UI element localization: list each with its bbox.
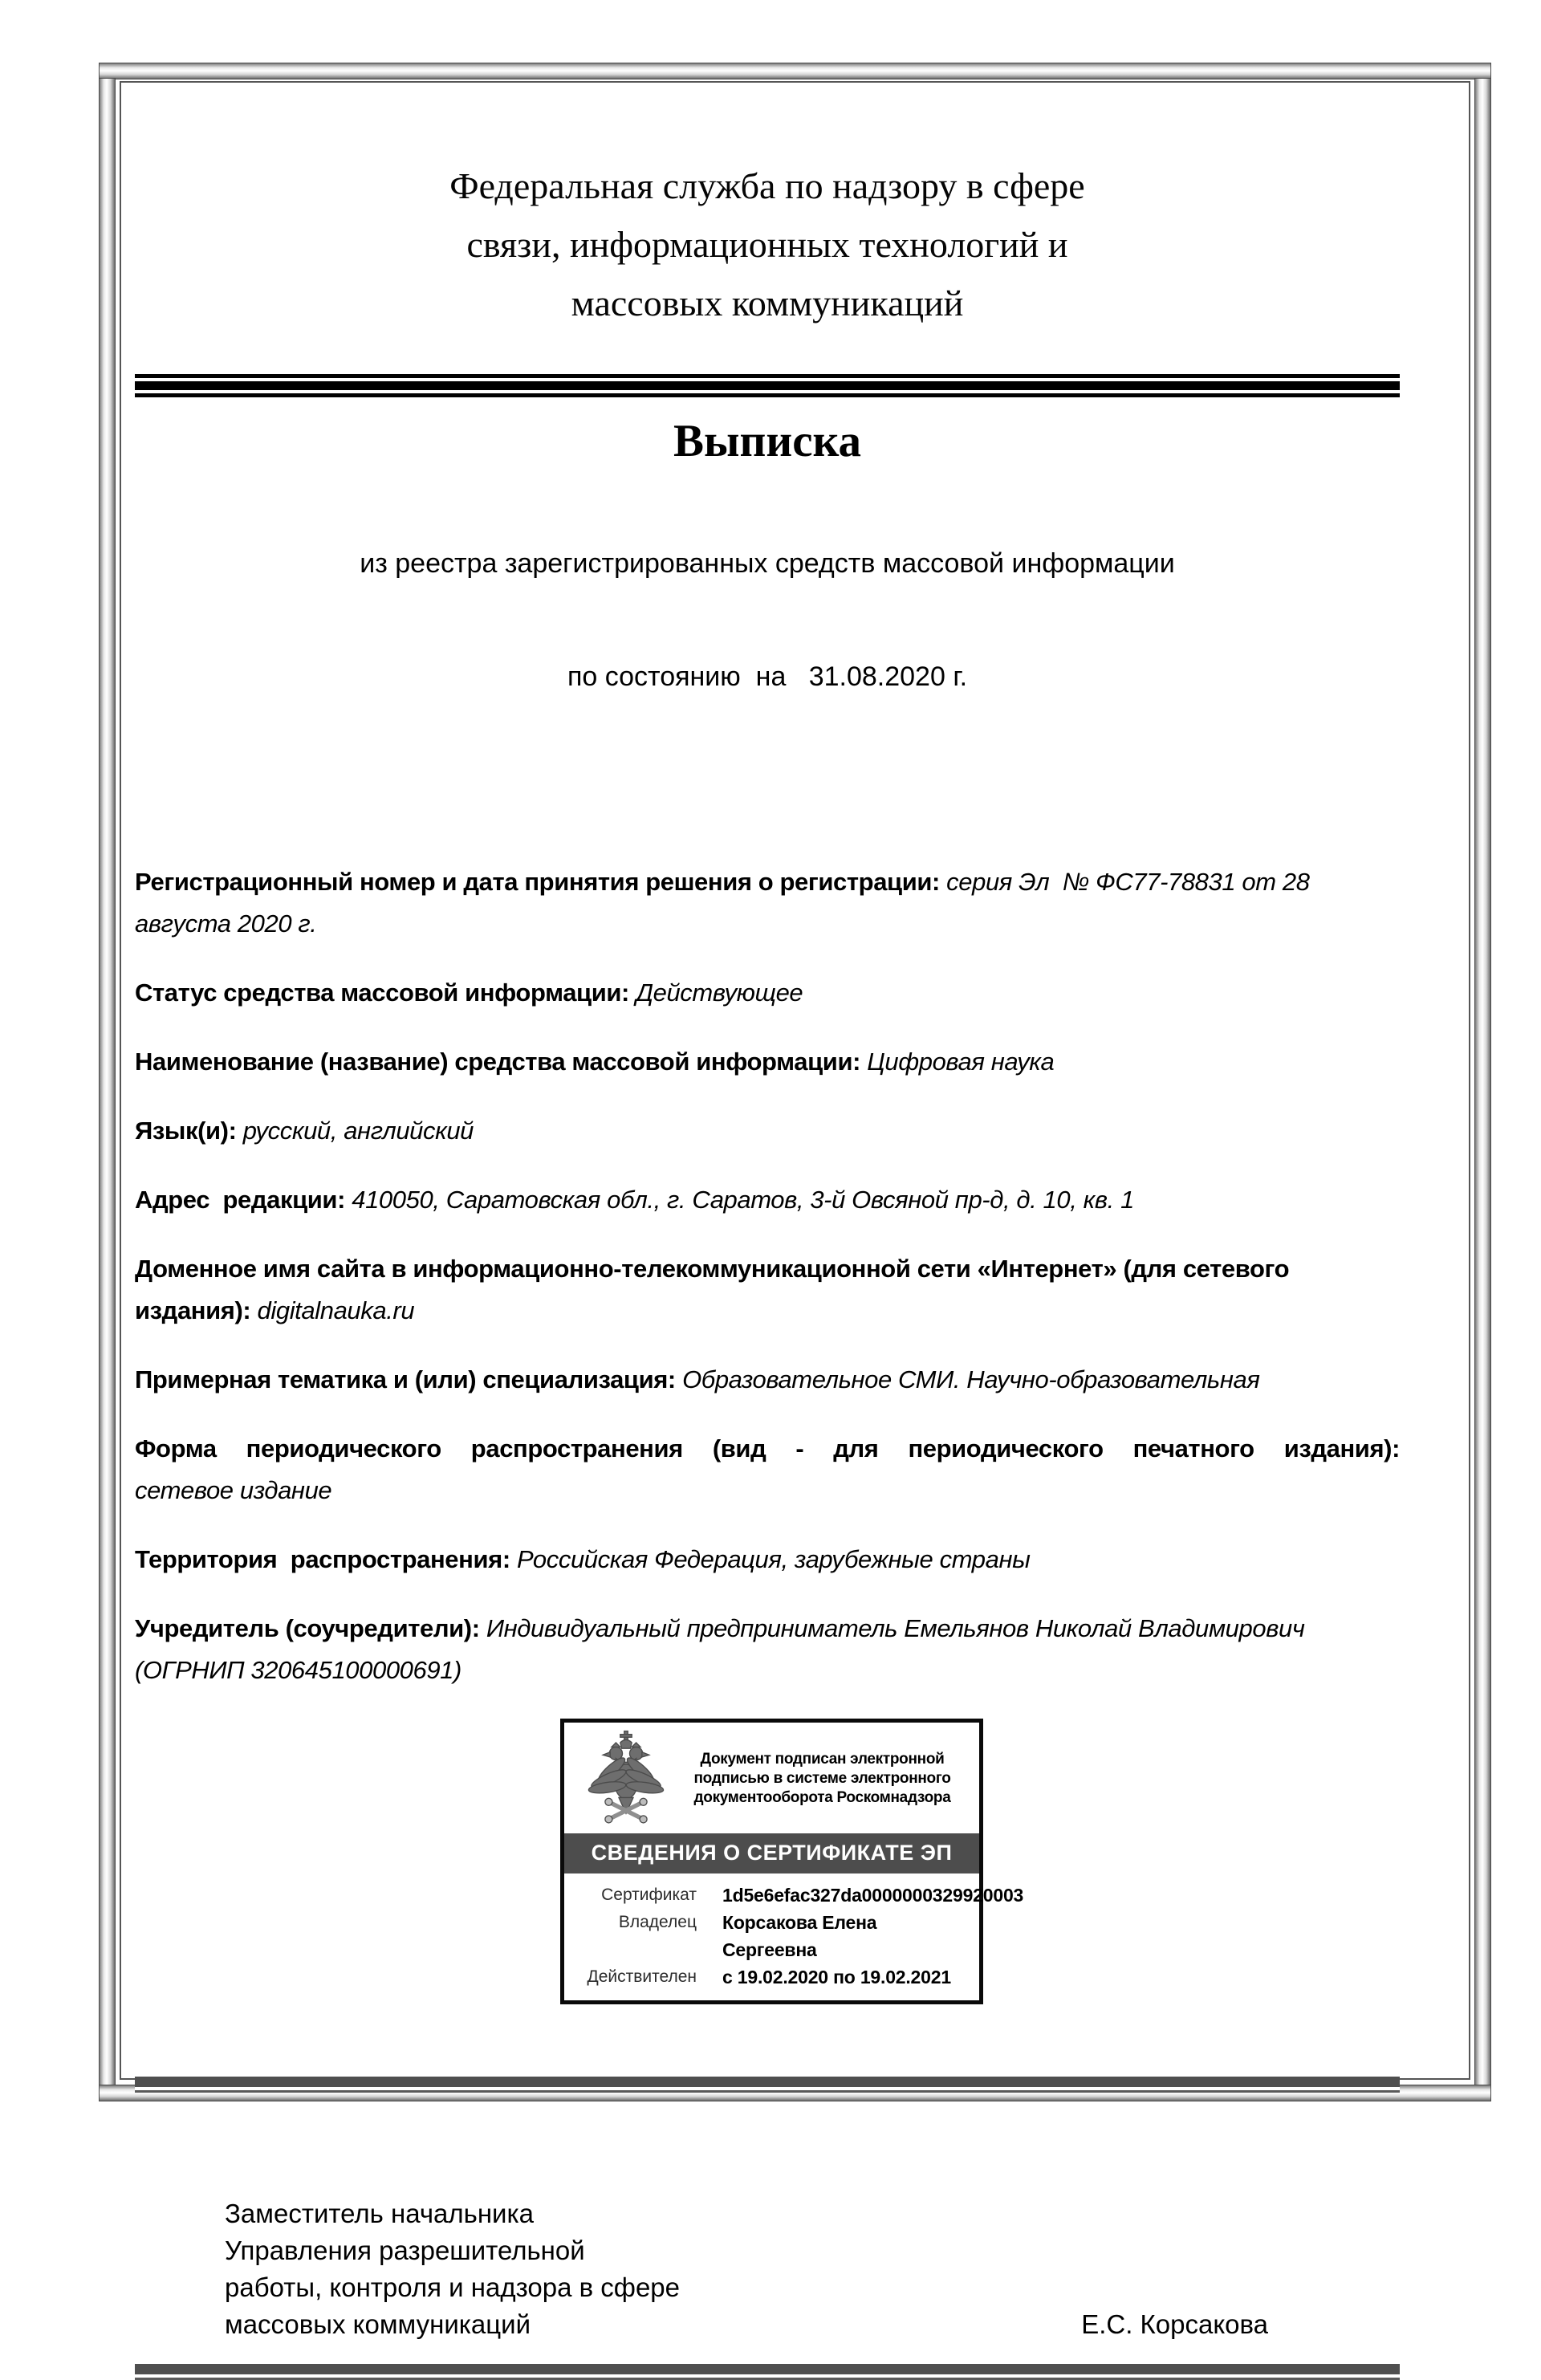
- stamp-row-value: Корсакова Елена Сергеевна: [722, 1912, 877, 1960]
- stamp-row-value: 1d5e6efac327da0000000329920003: [722, 1885, 1024, 1906]
- separator-line: [135, 2090, 1400, 2093]
- field-domain-name: [135, 1248, 1400, 1332]
- signatory-post-line: работы, контроля и надзора в сфере: [225, 2272, 681, 2302]
- subtitle-line: по состоянию на 31.08.2020 г.: [567, 661, 968, 692]
- document-content: [135, 0, 1400, 2380]
- field-label: Язык(и):: [135, 1117, 237, 1145]
- field-distribution-form: [135, 1428, 1400, 1511]
- field-distribution-territory: [135, 1539, 1400, 1581]
- stamp-certificate-details: [564, 1873, 1024, 2000]
- pre-signature-separator: [135, 2077, 1400, 2093]
- field-registration-number: [135, 861, 1400, 945]
- separator-line: [135, 381, 1400, 390]
- field-value: Образовательное СМИ. Научно-образовательная: [682, 1365, 1260, 1393]
- field-label: Регистрационный номер и дата принятия решения о регистрации:: [135, 868, 940, 896]
- roskomnadzor-double-headed-eagle-icon: [579, 1729, 673, 1829]
- field-value: русский, английский: [242, 1117, 474, 1145]
- separator-line: [135, 2077, 1400, 2087]
- signatory-name: Е.С. Корсакова: [1081, 2309, 1268, 2339]
- field-founder: [135, 1608, 1400, 1691]
- separator-line: [135, 393, 1400, 397]
- page-subtitle: [135, 470, 1400, 771]
- field-value: 410050, Саратовская обл., г. Саратов, 3-й Овсяной пр-д, д. 10, кв. 1: [352, 1186, 1134, 1214]
- field-value: Российская Федерация, зарубежные страны: [516, 1545, 1031, 1573]
- e-signature-stamp: [560, 1719, 1024, 2004]
- field-languages: [135, 1110, 1400, 1152]
- field-label: Статус средства массовой информации:: [135, 978, 629, 1007]
- separator-line: [135, 2364, 1400, 2374]
- page-title: Выписка: [673, 416, 861, 466]
- stamp-signed-text: Документ подписан электронной подписью в системе электронного документооборота Роскомнадзора: [693, 1751, 951, 1806]
- signatory-post-line: массовых коммуникаций: [225, 2309, 531, 2339]
- field-value: серия Эл № ФС77-78831 от 28 августа 2020 г.: [135, 868, 1316, 938]
- field-editorial-address: [135, 1179, 1400, 1221]
- agency-header-line: Федеральная служба по надзору в сфере: [449, 165, 1085, 206]
- stamp-row-label: Сертификат: [601, 1886, 697, 1904]
- agency-header: [135, 157, 1400, 332]
- field-media-name: [135, 1041, 1400, 1083]
- stamp-row-label: Действителен: [587, 1967, 697, 1986]
- registry-fields: [135, 861, 1400, 1691]
- stamp-row-validity: [564, 1963, 973, 1991]
- signature-block: [135, 2195, 1400, 2343]
- field-value: Цифровая наука: [867, 1048, 1055, 1076]
- stamp-row-owner: [564, 1909, 973, 1963]
- field-label: Территория распространения:: [135, 1545, 510, 1573]
- page-frame-right: [1474, 78, 1491, 2085]
- signatory-post: [135, 2195, 680, 2343]
- field-value: сетевое издание: [135, 1476, 332, 1504]
- field-value: digitalnauka.ru: [257, 1296, 415, 1324]
- field-label: Доменное имя сайта в информационно-телекоммуникационной сети «Интернет» (для сетевого издания):: [135, 1255, 1296, 1324]
- field-specialization: [135, 1359, 1400, 1401]
- stamp-row-certificate: [564, 1882, 1024, 1909]
- stamp-certificate-band: СВЕДЕНИЯ О СЕРТИФИКАТЕ ЭП: [564, 1833, 979, 1873]
- field-label: Адрес редакции:: [135, 1186, 346, 1214]
- stamp-header-row: [564, 1723, 979, 1833]
- field-status: [135, 972, 1400, 1014]
- field-value: Индивидуальный предприниматель Емельянов Николай Владимирович (ОГРНИП 320645100000691): [135, 1614, 1318, 1684]
- field-label: Примерная тематика и (или) специализация:: [135, 1365, 676, 1393]
- field-value: Действующее: [636, 978, 803, 1007]
- field-label: Форма периодического распространения (вид - для периодического печатного издания):: [135, 1434, 1400, 1463]
- agency-header-line: массовых коммуникаций: [571, 283, 964, 323]
- stamp-row-label: Владелец: [618, 1913, 697, 1931]
- page-frame-left: [99, 78, 116, 2085]
- bottom-separator: [135, 2364, 1400, 2380]
- field-label: Учредитель (соучредители):: [135, 1614, 480, 1642]
- stamp-row-value: с 19.02.2020 по 19.02.2021: [722, 1967, 951, 1987]
- signatory-post-line: Заместитель начальника: [225, 2199, 535, 2228]
- subtitle-line: из реестра зарегистрированных средств массовой информации: [360, 548, 1175, 579]
- field-label: Наименование (название) средства массовой информации:: [135, 1048, 861, 1076]
- header-separator: [135, 374, 1400, 397]
- agency-header-line: связи, информационных технологий и: [466, 224, 1068, 265]
- signatory-post-line: Управления разрешительной: [225, 2236, 585, 2265]
